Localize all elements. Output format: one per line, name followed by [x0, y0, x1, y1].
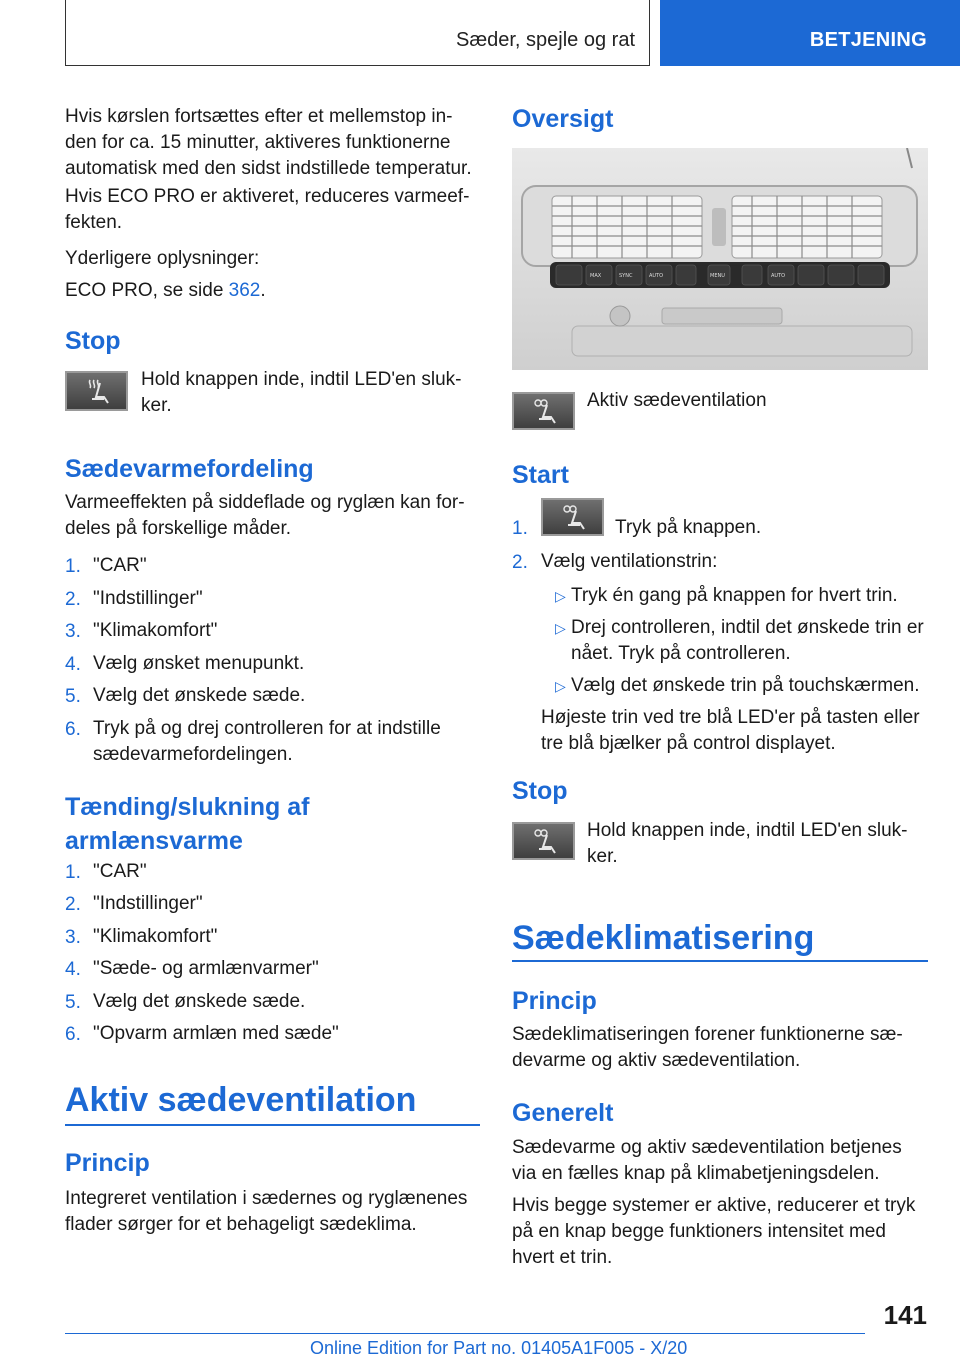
- list-item: Vælg det ønskede sæde.: [93, 991, 306, 1012]
- list-item: Vælg ventilationstrin:: [541, 551, 718, 572]
- eco-pro-ref-text: ECO PRO, se side: [65, 280, 229, 301]
- ventilation-principle-heading: Princip: [65, 1149, 150, 1177]
- list-number: 6.: [65, 1024, 81, 1045]
- list-number: 4.: [65, 654, 81, 675]
- eco-pro-ref-period: .: [260, 280, 266, 301]
- section-divider: [512, 960, 928, 962]
- photo-button-label: SYNC: [619, 273, 633, 279]
- header-section-title: Sæder, spejle og rat: [456, 29, 635, 51]
- seat-ventilation-icon: [558, 503, 588, 531]
- list-number: 1.: [65, 556, 81, 577]
- intro-paragraph-1: Hvis kørslen fortsættes efter et mellemstop in- den for ca. 15 minutter, aktiveres funktionerne automatisk med den sidst indstillede temperatur.: [65, 106, 472, 179]
- header-chapter-title: BETJENING: [809, 29, 927, 51]
- seat-heat-button-image: [65, 371, 128, 411]
- climate-panel-illustration: [512, 148, 928, 370]
- list-number: 1.: [512, 518, 528, 539]
- climate-general-heading: Generelt: [512, 1099, 614, 1127]
- bullet-item: Vælg det ønskede trin på touchskærmen.: [571, 675, 920, 696]
- intro-paragraph-4: [65, 278, 485, 304]
- list-number: 1.: [65, 862, 81, 883]
- footer-edition: Online Edition for Part no. 01405A1F005 - X/20: [310, 1338, 688, 1358]
- list-item: "CAR": [93, 555, 147, 576]
- header-chapter-tab: [660, 0, 960, 66]
- list-item: Vælg ønsket menupunkt.: [93, 653, 305, 674]
- ventilation-principle-text: Integreret ventilation i sædernes og ryglænenes flader sørger for et behageligt sædeklima.: [65, 1188, 468, 1235]
- photo-button-label: AUTO: [649, 273, 664, 279]
- list-number: 2.: [65, 894, 81, 915]
- climate-general-p2: Hvis begge systemer er aktive, reducerer et tryk på en knap begge funktioners intensitet med hvert et trin.: [512, 1195, 916, 1268]
- footer-divider: [65, 1333, 865, 1334]
- climate-principle-heading: Princip: [512, 987, 597, 1015]
- intro-paragraph-2: Hvis ECO PRO er aktiveret, reduceres varmeef- fekten.: [65, 186, 470, 233]
- header-section-box: [65, 0, 650, 66]
- list-item: "Sæde- og armlænvarmer": [93, 958, 319, 979]
- stop-text-right: Hold knappen inde, indtil LED'en sluk- ker.: [587, 820, 908, 867]
- list-number: 2.: [512, 552, 528, 573]
- start-note: Højeste trin ved tre blå LED'er på tasten eller tre blå bjælker på control displayet.: [541, 707, 920, 754]
- distribution-heading: Sædevarmefordeling: [65, 455, 314, 483]
- seat-ventilation-button-image: [541, 498, 604, 536]
- list-item: "Klimakomfort": [93, 620, 218, 641]
- photo-caption: Aktiv sædeventilation: [587, 390, 767, 411]
- triangle-bullet-icon: ▷: [555, 588, 566, 604]
- seat-heat-icon: [82, 377, 112, 405]
- list-number: 3.: [65, 621, 81, 642]
- list-item: "Klimakomfort": [93, 926, 218, 947]
- list-item: "Indstillinger": [93, 588, 203, 609]
- list-number: 4.: [65, 959, 81, 980]
- seat-ventilation-button-image: [512, 822, 575, 860]
- list-item: Vælg det ønskede sæde.: [93, 685, 306, 706]
- seat-ventilation-icon: [529, 827, 559, 855]
- overview-heading: Oversigt: [512, 105, 614, 133]
- start-heading: Start: [512, 461, 569, 489]
- intro-paragraph-3: Yderligere oplysninger:: [65, 248, 260, 269]
- distribution-text: Varmeeffekten på siddeflade og ryglæn kan for- deles på forskellige måder.: [65, 492, 465, 539]
- seat-ventilation-button-image: [512, 392, 575, 430]
- climate-panel-photo: [512, 148, 928, 370]
- armrest-heading: Tænding/slukning af armlænsvarme: [65, 793, 310, 855]
- section-divider: [65, 1124, 480, 1126]
- page-link-362[interactable]: 362: [228, 280, 261, 301]
- list-item: "Opvarm armlæn med sæde": [93, 1023, 339, 1044]
- climate-title: Sædeklimatisering: [512, 919, 815, 957]
- triangle-bullet-icon: ▷: [555, 678, 566, 694]
- climate-principle-text: Sædeklimatiseringen forener funktionerne sæ- devarme og aktiv sædeventilation.: [512, 1024, 903, 1071]
- list-item: "Indstillinger": [93, 893, 203, 914]
- stop-heading-left: Stop: [65, 327, 121, 355]
- bullet-item: Drej controlleren, indtil det ønskede trin er nået. Tryk på controlleren.: [571, 617, 924, 664]
- ventilation-title: Aktiv sædeventilation: [65, 1081, 417, 1119]
- list-item: Tryk på knappen.: [615, 517, 762, 538]
- page-number: 141: [883, 1300, 927, 1330]
- list-number: 5.: [65, 992, 81, 1013]
- list-number: 6.: [65, 719, 81, 740]
- bullet-item: Tryk én gang på knappen for hvert trin.: [571, 585, 898, 606]
- seat-ventilation-icon: [529, 397, 559, 425]
- list-number: 5.: [65, 686, 81, 707]
- stop-text-left: Hold knappen inde, indtil LED'en sluk- ker.: [141, 369, 462, 416]
- photo-button-label: MAX: [590, 273, 602, 279]
- triangle-bullet-icon: ▷: [555, 620, 566, 636]
- list-number: 3.: [65, 927, 81, 948]
- photo-button-label: AUTO: [771, 273, 786, 279]
- stop-heading-right: Stop: [512, 777, 568, 805]
- list-item: Tryk på og drej controlleren for at indstille sædevarmefordelingen.: [93, 718, 441, 765]
- climate-general-p1: Sædevarme og aktiv sædeventilation betjenes via en fælles knap på klimabetjeningsdelen.: [512, 1137, 902, 1184]
- list-item: "CAR": [93, 861, 147, 882]
- list-number: 2.: [65, 589, 81, 610]
- photo-button-label: MENU: [710, 273, 725, 279]
